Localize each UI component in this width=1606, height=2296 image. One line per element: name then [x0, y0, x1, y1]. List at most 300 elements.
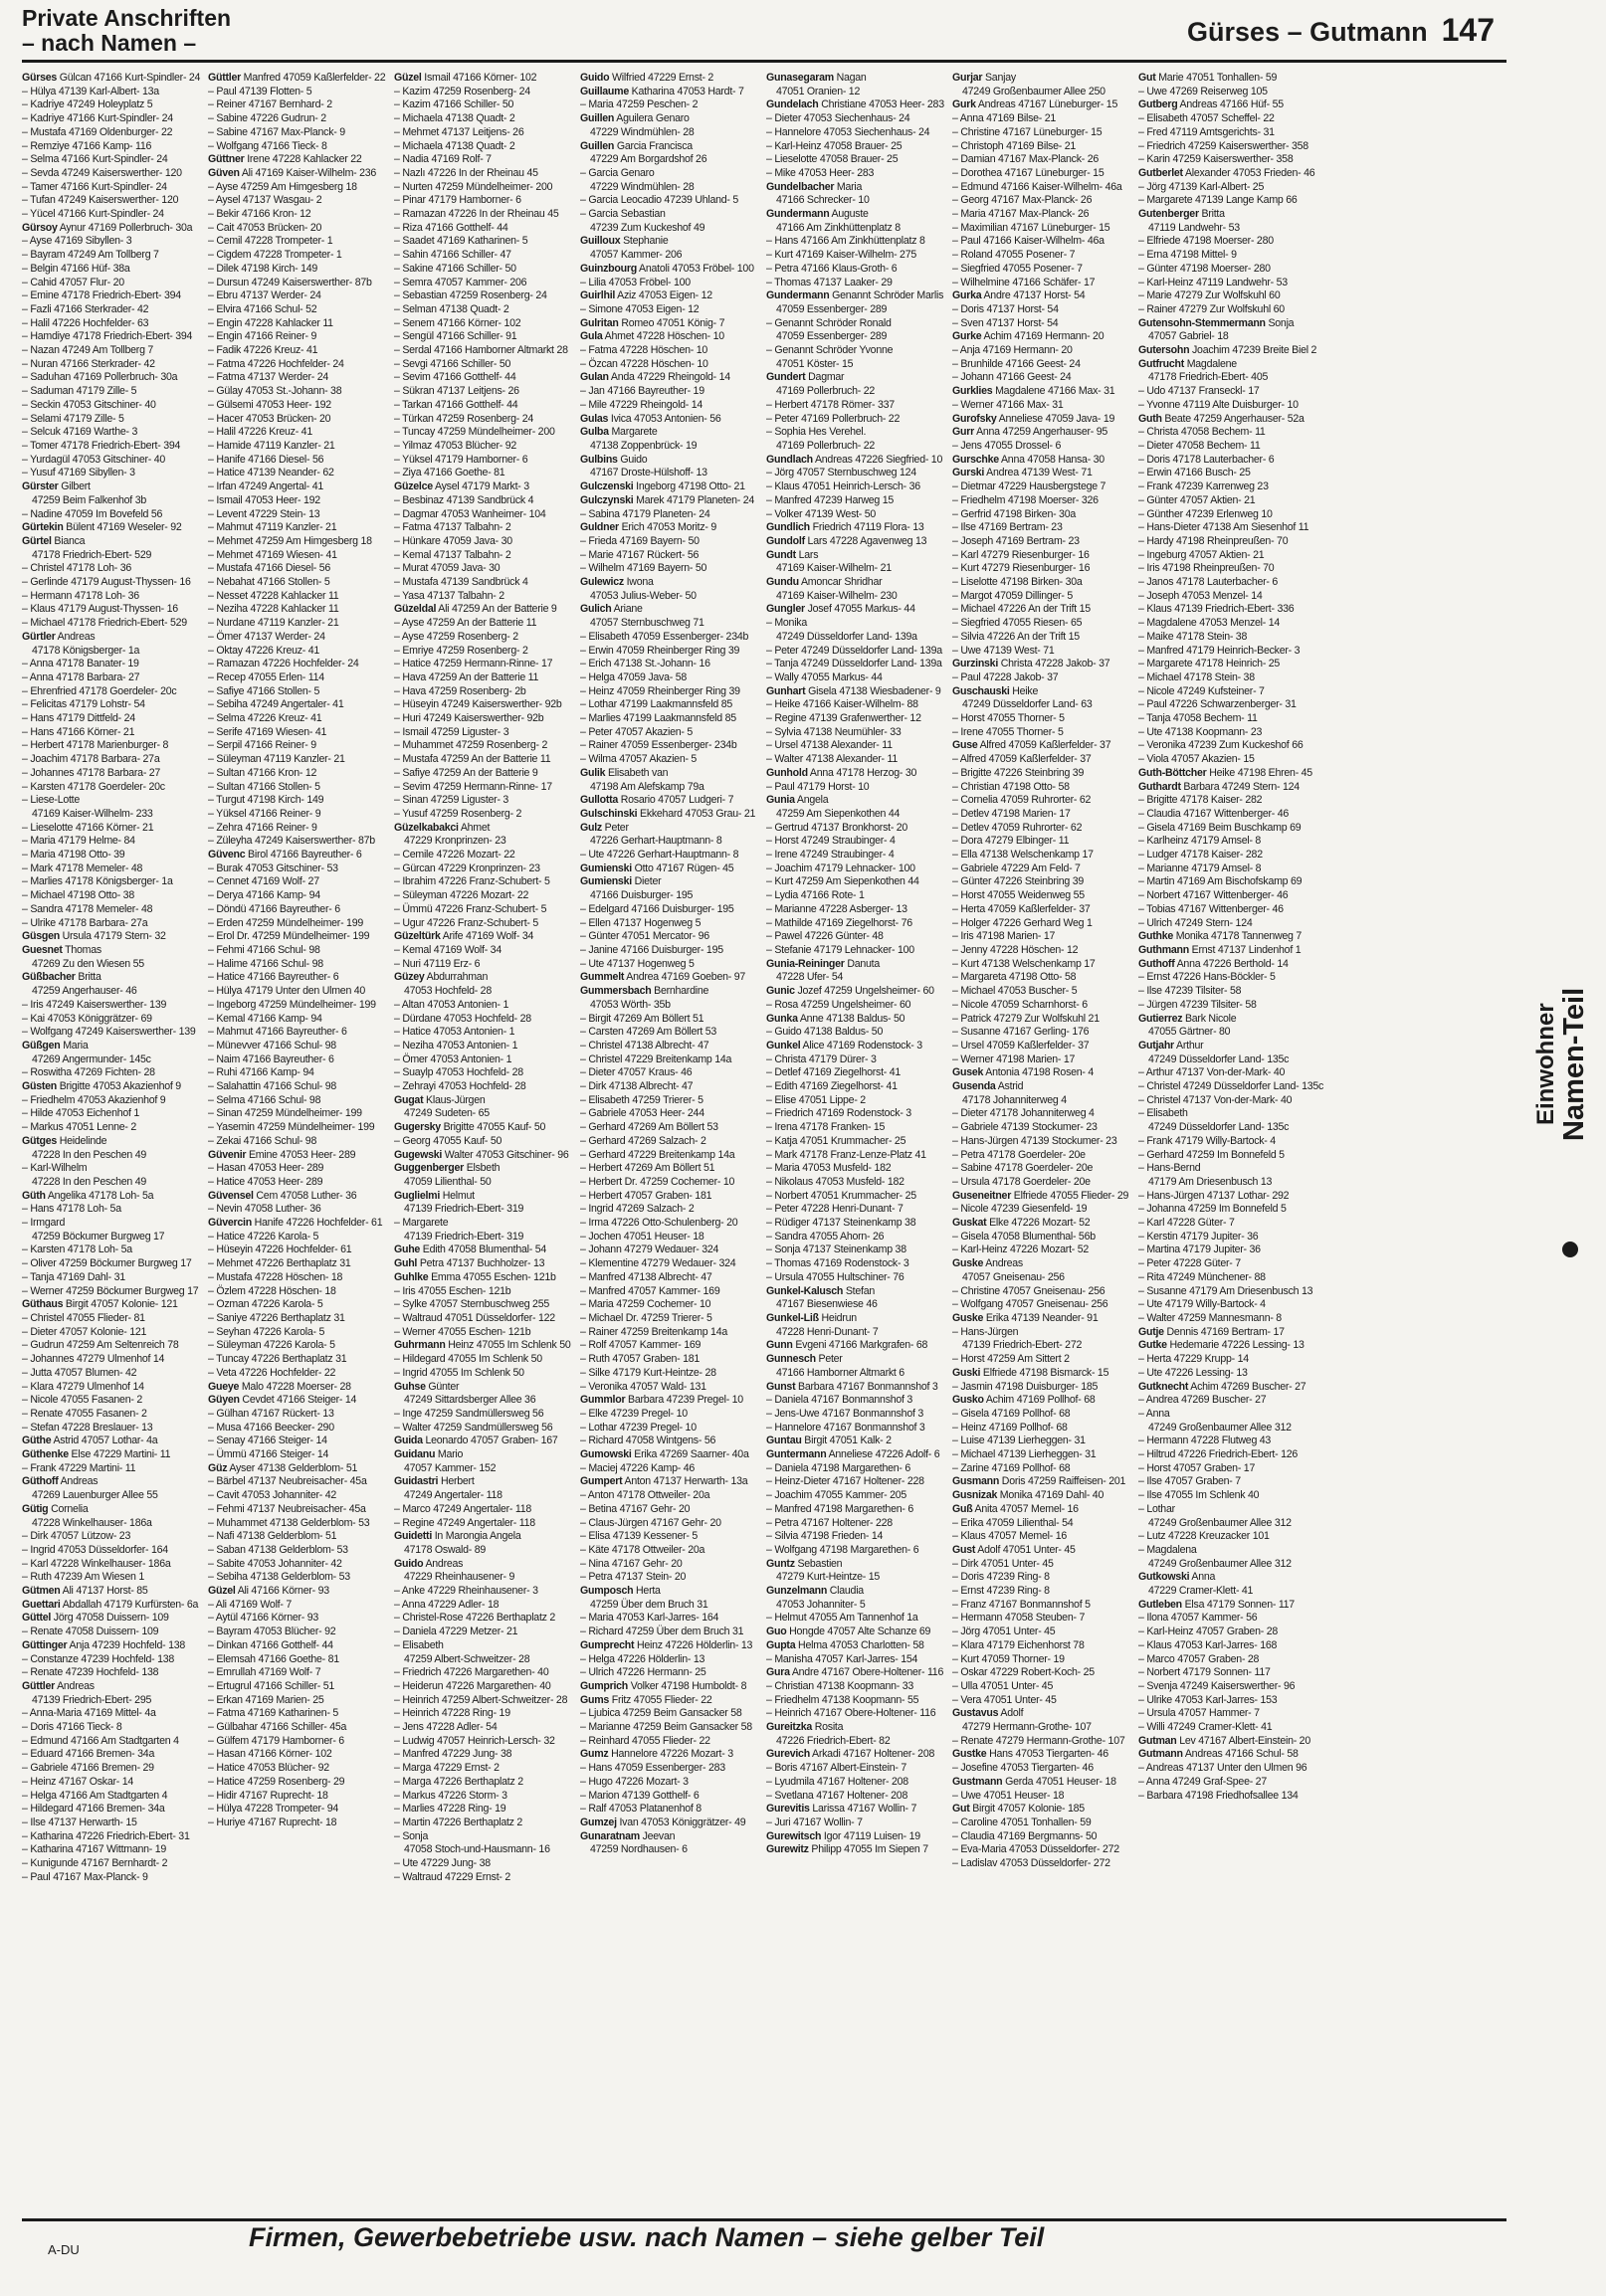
- directory-entry: – Cigdem 47228 Trompeter- 1: [208, 249, 342, 262]
- directory-entry: 47057 Kammer- 152: [404, 1461, 497, 1474]
- directory-entry: 47279 Kurt-Heintze- 15: [776, 1571, 881, 1584]
- directory-entry: – Ehrenfried 47178 Goerdeler- 20c: [22, 684, 177, 697]
- directory-entry: – Derya 47166 Kamp- 94: [208, 889, 320, 902]
- directory-entry: – Dieter 47053 Siechenhaus- 24: [766, 112, 910, 125]
- directory-entry: Gulz Peter: [580, 821, 629, 834]
- directory-entry: – Gülhan 47167 Rückert- 13: [208, 1407, 334, 1420]
- directory-entry: – Sevda 47249 Kaiserswerther- 120: [22, 166, 182, 179]
- directory-entry: – Ugur 47226 Franz-Schubert- 5: [394, 916, 539, 929]
- directory-entry: – Sultan 47166 Stollen- 5: [208, 780, 320, 793]
- directory-entry: 47166 Duisburger- 195: [590, 889, 694, 902]
- directory-entry: – Detlef 47169 Ziegelhorst- 41: [766, 1066, 902, 1079]
- directory-entry: – Gerlinde 47179 August-Thyssen- 16: [22, 576, 191, 589]
- directory-entry: – Erol Dr. 47259 Mündelheimer- 199: [208, 930, 370, 943]
- directory-entry: – Christel 47249 Düsseldorfer Land- 135c: [1138, 1080, 1324, 1093]
- directory-entry: – Safiye 47166 Stollen- 5: [208, 684, 320, 697]
- directory-entry: – Herbert 47178 Marienburger- 8: [22, 739, 169, 752]
- directory-entry: – Dilek 47198 Kirch- 149: [208, 262, 318, 275]
- directory-entry: – Maria 47259 Cochemer- 10: [580, 1298, 711, 1311]
- directory-entry: – Jenny 47228 Höschen- 12: [952, 944, 1079, 956]
- directory-entry: – Elemsah 47166 Goethe- 81: [208, 1652, 339, 1665]
- directory-entry: – Saduman 47179 Zille- 5: [22, 385, 137, 398]
- directory-entry: – Bärbel 47137 Neubreisacher- 45a: [208, 1475, 367, 1488]
- section-side-tab: [1532, 856, 1592, 1273]
- directory-entry: – Ebru 47137 Werder- 24: [208, 289, 321, 302]
- directory-entry: Gundelbacher Maria: [766, 180, 863, 193]
- directory-entry: Gürses Gülcan 47166 Kurt-Spindler- 24: [22, 72, 201, 84]
- directory-entry: – Herbert Dr. 47259 Cochemer- 10: [580, 1175, 735, 1188]
- directory-entry: Guirlhil Aziz 47053 Eigen- 12: [580, 289, 712, 302]
- directory-entry: – Engin 47166 Reiner- 9: [208, 330, 317, 343]
- directory-entry: – Anton 47178 Ottweiler- 20a: [580, 1489, 710, 1502]
- directory-entry: – Maria 47198 Otto- 39: [22, 849, 125, 861]
- directory-entry: – Hatice 47053 Blücher- 92: [208, 1762, 329, 1775]
- directory-entry: – Christel 47138 Albrecht- 47: [580, 1039, 709, 1052]
- directory-entry: – Ayse 47259 Am Himgesberg 18: [208, 180, 357, 193]
- directory-entry: – Mustafa 47228 Höschen- 18: [208, 1270, 343, 1283]
- directory-entry: – Sylvia 47138 Neumühler- 33: [766, 725, 902, 738]
- directory-entry: – Hidir 47167 Ruprecht- 18: [208, 1789, 328, 1802]
- directory-entry: – Jörg 47051 Unter- 45: [952, 1626, 1056, 1638]
- page-code: A-DU: [48, 2242, 80, 2257]
- directory-entry: – Susanne 47167 Gerling- 176: [952, 1026, 1090, 1039]
- directory-entry: 47269 Angermunder- 145c: [32, 1052, 151, 1065]
- directory-entry: – Petra 47167 Holtener- 228: [766, 1516, 893, 1529]
- directory-entry: – Elisabeth 47059 Essenberger- 234b: [580, 630, 749, 643]
- directory-entry: Gugat Klaus-Jürgen: [394, 1093, 486, 1106]
- directory-entry: – Georg 47055 Kauf- 50: [394, 1134, 502, 1147]
- directory-entry: – Maria 47179 Helme- 84: [22, 835, 135, 848]
- directory-entry: Güthe Astrid 47057 Lothar- 4a: [22, 1435, 158, 1447]
- directory-column-3: [394, 72, 580, 2206]
- directory-entry: – Gerhard 47259 Im Bonnefeld 5: [1138, 1148, 1285, 1161]
- directory-entry: – Kurt 47259 Am Siepenkothen 44: [766, 875, 919, 888]
- directory-entry: – Detlev 47059 Ruhrorter- 62: [952, 821, 1083, 834]
- directory-entry: – Christa 47058 Bechem- 11: [1138, 426, 1266, 439]
- directory-entry: – Ingrid 47055 Im Schlenk 50: [394, 1366, 524, 1379]
- directory-entry: Gueye Malo 47228 Moerser- 28: [208, 1380, 351, 1393]
- directory-entry: – Nurdane 47119 Kanzler- 21: [208, 617, 339, 630]
- directory-entry: 47169 Kaiser-Wilhelm- 230: [776, 589, 898, 602]
- directory-entry: – Ismail 47259 Liguster- 3: [394, 725, 509, 738]
- directory-entry: – Käte 47178 Ottweiler- 20a: [580, 1543, 705, 1556]
- directory-entry: Güßgen Maria: [22, 1039, 89, 1052]
- directory-entry: – Fatma 47137 Werder- 24: [208, 371, 328, 384]
- directory-entry: – Ilona 47057 Kammer- 56: [1138, 1612, 1258, 1625]
- directory-entry: Gusnizak Monika 47169 Dahl- 40: [952, 1489, 1104, 1502]
- directory-entry: – Maike 47178 Stein- 38: [1138, 630, 1248, 643]
- directory-entry: – Werner 47198 Marien- 17: [952, 1052, 1076, 1065]
- directory-entry: – Gabriele 47139 Stockumer- 23: [952, 1121, 1098, 1134]
- directory-entry: Gummelt Andrea 47169 Goeben- 97: [580, 971, 745, 984]
- directory-entry: – Hans 47179 Dittfeld- 24: [22, 712, 135, 725]
- directory-entry: – Karl 47279 Riesenburger- 16: [952, 548, 1090, 561]
- directory-entry: – Brigitte 47226 Steinbring 39: [952, 766, 1085, 779]
- directory-entry: – Ursel 47138 Alexander- 11: [766, 739, 893, 752]
- directory-entry: – Norbert 47167 Wittenberger- 46: [1138, 889, 1289, 902]
- directory-entry: Gummlor Barbara 47239 Pregel- 10: [580, 1394, 743, 1407]
- directory-entry: – Maciej 47226 Kamp- 46: [580, 1461, 695, 1474]
- directory-entry: – Heinz 47167 Oskar- 14: [22, 1775, 134, 1788]
- directory-entry: Gut Birgit 47057 Kolonie- 185: [952, 1803, 1085, 1816]
- directory-entry: – Yücel 47166 Kurt-Spindler- 24: [22, 208, 164, 221]
- directory-entry: – Walter 47138 Alexander- 11: [766, 753, 898, 766]
- directory-entry: – Wolfgang 47249 Kaiserswerther- 139: [22, 1026, 196, 1039]
- directory-entry: – Klaus 47139 Friedrich-Ebert- 336: [1138, 603, 1295, 616]
- directory-entry: Gura Andre 47167 Obere-Holtener- 116: [766, 1666, 944, 1679]
- directory-entry: – Kazim 47166 Schiller- 50: [394, 98, 514, 111]
- directory-entry: – Nina 47167 Gehr- 20: [580, 1557, 683, 1570]
- directory-entry: – Christel 47229 Breitenkamp 14a: [580, 1052, 732, 1065]
- directory-entry: Gumienski Dieter: [580, 875, 662, 888]
- directory-entry: – Veta 47226 Hochfelder- 22: [208, 1366, 336, 1379]
- directory-entry: – Cornelia 47059 Ruhrorter- 62: [952, 794, 1092, 807]
- directory-entry: – Peter 47169 Pollerbruch- 22: [766, 412, 901, 425]
- directory-entry: – Sükran 47137 Leitjens- 26: [394, 385, 519, 398]
- directory-entry: – Paul 47226 Schwarzenberger- 31: [1138, 698, 1297, 711]
- directory-entry: – Brunhilde 47166 Geest- 24: [952, 357, 1081, 370]
- directory-entry: – Jens 47055 Drossel- 6: [952, 439, 1062, 452]
- directory-entry: – Liese-Lotte: [22, 794, 81, 807]
- directory-entry: – Edmund 47166 Am Stadtgarten 4: [22, 1734, 179, 1747]
- directory-entry: – Thomas 47137 Laaker- 29: [766, 276, 893, 288]
- directory-entry: – Hugo 47226 Mozart- 3: [580, 1775, 689, 1788]
- directory-entry: – Eva-Maria 47053 Düsseldorfer- 272: [952, 1843, 1119, 1856]
- directory-entry: – Sabine 47167 Max-Planck- 9: [208, 125, 345, 138]
- directory-entry: – Helmut 47055 Am Tannenhof 1a: [766, 1612, 918, 1625]
- directory-entry: – Ruhi 47166 Kamp- 94: [208, 1066, 314, 1079]
- directory-entry: – Norbert 47051 Krummacher- 25: [766, 1189, 916, 1202]
- directory-entry: – Heiderun 47226 Margarethen- 40: [394, 1679, 551, 1692]
- directory-entry: – Vera 47051 Unter- 45: [952, 1693, 1057, 1706]
- directory-entry: Gürsoy Aynur 47169 Pollerbruch- 30a: [22, 221, 193, 234]
- directory-column-5: [766, 72, 952, 2206]
- directory-entry: – Hildegard 47166 Bremen- 34a: [22, 1803, 165, 1816]
- directory-entry: – Gisela 47058 Blumenthal- 56b: [952, 1230, 1096, 1243]
- directory-entry: – Mehmet 47137 Leitjens- 26: [394, 125, 524, 138]
- directory-entry: – Ilse 47239 Tilsiter- 58: [1138, 985, 1242, 998]
- directory-entry: – Ozman 47226 Karola- 5: [208, 1298, 323, 1311]
- directory-entry: – Anna: [1138, 1407, 1170, 1420]
- directory-entry: – Sandra 47178 Memeler- 48: [22, 902, 153, 915]
- directory-entry: – Ulrich 47249 Stern- 124: [1138, 916, 1253, 929]
- directory-entry: Guido Wilfried 47229 Ernst- 2: [580, 72, 714, 84]
- directory-entry: – Edmund 47166 Kaiser-Wilhelm- 46a: [952, 180, 1122, 193]
- directory-entry: – Margarete: [394, 1217, 449, 1230]
- directory-entry: – Mark 47178 Memeler- 48: [22, 861, 143, 874]
- directory-entry: – Ute 47138 Koopmann- 23: [1138, 725, 1263, 738]
- directory-entry: – Mike 47053 Heer- 283: [766, 166, 875, 179]
- directory-entry: – Christoph 47169 Bilse- 21: [952, 139, 1076, 152]
- directory-entry: – Gertrud 47137 Bronkhorst- 20: [766, 821, 908, 834]
- directory-entry: – Zarine 47169 Pollhof- 68: [952, 1461, 1071, 1474]
- directory-entry: 47249 Düsseldorfer Land- 63: [962, 698, 1093, 711]
- directory-entry: Gundlich Friedrich 47119 Flora- 13: [766, 521, 924, 534]
- directory-entry: – Holger 47226 Gerhard Weg 1: [952, 916, 1093, 929]
- directory-entry: – Franz 47167 Bonmannshof 5: [952, 1598, 1091, 1611]
- directory-entry: – Jutta 47057 Blumen- 42: [22, 1366, 137, 1379]
- directory-entry: – Boris 47167 Albert-Einstein- 7: [766, 1762, 906, 1775]
- directory-entry: – Michael Dr. 47259 Trierer- 5: [580, 1311, 712, 1324]
- directory-entry: Guske Andreas: [952, 1257, 1023, 1270]
- directory-entry: Güzeltürk Arife 47169 Wolf- 34: [394, 930, 534, 943]
- directory-entry: 47178 Königsberger- 1a: [32, 644, 140, 657]
- directory-entry: – Hülya 47228 Trompeter- 94: [208, 1803, 339, 1816]
- directory-entry: – Serpil 47166 Reiner- 9: [208, 739, 316, 752]
- directory-entry: – Hatice 47166 Bayreuther- 6: [208, 971, 339, 984]
- directory-entry: – Horst 47259 Am Sittert 2: [952, 1353, 1070, 1366]
- directory-entry: – Kadriye 47166 Kurt-Spindler- 24: [22, 112, 173, 125]
- directory-entry: – Richard 47259 Über dem Bruch 31: [580, 1626, 744, 1638]
- directory-entry: – Erich 47138 St.-Johann- 16: [580, 658, 710, 670]
- directory-entry: – Regine 47249 Angertaler- 118: [394, 1516, 535, 1529]
- directory-entry: – Horst 47249 Straubinger- 4: [766, 835, 896, 848]
- directory-entry: – Horst 47055 Thorner- 5: [952, 712, 1065, 725]
- directory-entry: – Nicole 47239 Giesenfeld- 19: [952, 1203, 1088, 1216]
- directory-entry: – Veronika 47057 Wald- 131: [580, 1380, 706, 1393]
- directory-entry: Gürtler Andreas: [22, 630, 96, 643]
- directory-entry: – Birgit 47269 Am Böllert 51: [580, 1012, 704, 1025]
- directory-entry: – Petra 47178 Goerdeler- 20e: [952, 1148, 1086, 1161]
- directory-entry: 47249 Düsseldorfer Land- 139a: [776, 630, 917, 643]
- directory-entry: – Gisela 47169 Pollhof- 68: [952, 1407, 1071, 1420]
- directory-entry: 47228 In den Peschen 49: [32, 1148, 147, 1161]
- directory-entry: – Maximilian 47167 Lüneburger- 15: [952, 221, 1110, 234]
- directory-entry: 47053 Wörth- 35b: [590, 998, 671, 1011]
- directory-entry: Güz Ayser 47138 Gelderblom- 51: [208, 1461, 358, 1474]
- directory-entry: Gunhart Gisela 47138 Wiesbadener- 9: [766, 684, 941, 697]
- directory-entry: – Michael 47198 Otto- 38: [22, 889, 134, 902]
- directory-entry: – Karsten 47178 Loh- 5a: [22, 1244, 132, 1256]
- directory-entry: 47139 Friedrich-Ebert- 319: [404, 1203, 524, 1216]
- directory-entry: – Horst 47057 Graben- 17: [1138, 1461, 1256, 1474]
- directory-entry: – Erden 47259 Mündelheimer- 199: [208, 916, 363, 929]
- directory-entry: – Friedhelm 47053 Akazienhof 9: [22, 1093, 166, 1106]
- directory-entry: – Garcia Sebastian: [580, 208, 666, 221]
- directory-entry: – Neziha 47053 Antonien- 1: [394, 1039, 518, 1052]
- directory-entry: Gust Adolf 47051 Unter- 45: [952, 1543, 1076, 1556]
- directory-entry: – Gabriele 47229 Am Feld- 7: [952, 861, 1081, 874]
- directory-entry: – Katja 47051 Krummacher- 25: [766, 1134, 906, 1147]
- directory-entry: Gulas Ivica 47053 Antonien- 56: [580, 412, 721, 425]
- directory-entry: Guilloux Stephanie: [580, 235, 669, 248]
- directory-entry: – Sevim 47166 Gotthelf- 44: [394, 371, 516, 384]
- directory-entry: – Peter 47228 Henri-Dunant- 7: [766, 1203, 903, 1216]
- directory-entry: – Christa 47179 Dürer- 3: [766, 1052, 877, 1065]
- directory-entry: Gurewitz Philipp 47055 Im Siepen 7: [766, 1843, 928, 1856]
- directory-entry: – Yasa 47137 Talbahn- 2: [394, 589, 504, 602]
- directory-entry: – Peter 47057 Akazien- 5: [580, 725, 693, 738]
- directory-entry: – Marie 47167 Rückert- 56: [580, 548, 700, 561]
- directory-entry: – Mathilde 47169 Ziegelhorst- 76: [766, 916, 912, 929]
- directory-entry: Güzeldal Ali 47259 An der Batterie 9: [394, 603, 557, 616]
- directory-entry: – Michael 47139 Lierheggen- 31: [952, 1448, 1097, 1461]
- directory-entry: – Hermann 47228 Flutweg 43: [1138, 1435, 1272, 1447]
- directory-entry: – Christel 47178 Loh- 36: [22, 562, 132, 575]
- directory-entry: – Irfan 47249 Angertal- 41: [208, 480, 324, 493]
- directory-entry: 47053 Hochfeld- 28: [404, 985, 492, 998]
- directory-entry: Gurevitis Larissa 47167 Wollin- 7: [766, 1803, 917, 1816]
- directory-entry: – Lilia 47053 Fröbel- 100: [580, 276, 691, 288]
- directory-entry: – Lutz 47228 Kreuzacker 101: [1138, 1530, 1270, 1543]
- directory-entry: – Thomas 47169 Rodenstock- 3: [766, 1257, 909, 1270]
- directory-entry: – Mustafa 47166 Diesel- 56: [208, 562, 331, 575]
- directory-entry: 47229 Am Borgardshof 26: [590, 153, 707, 166]
- directory-entry: – Wolfgang 47198 Margarethen- 6: [766, 1543, 919, 1556]
- directory-entry: – Zehrayi 47053 Hochfeld- 28: [394, 1080, 526, 1093]
- directory-columns: [22, 72, 1512, 2206]
- directory-entry: Gunzelmann Claudia: [766, 1585, 864, 1598]
- directory-entry: – Anke 47229 Rheinhausener- 3: [394, 1585, 538, 1598]
- directory-entry: – Pawel 47226 Günter- 48: [766, 930, 884, 943]
- directory-entry: – Gülay 47053 St.-Johann- 38: [208, 385, 342, 398]
- directory-entry: 47226 Gerhart-Hauptmann- 8: [590, 835, 722, 848]
- directory-entry: – Nicole 47249 Kufsteiner- 7: [1138, 684, 1265, 697]
- directory-entry: – Markus 47226 Storm- 3: [394, 1789, 507, 1802]
- directory-entry: – Nevin 47058 Luther- 36: [208, 1203, 321, 1216]
- directory-entry: – Detlev 47198 Marien- 17: [952, 807, 1071, 820]
- directory-entry: 47249 Großenbaumer Allee 312: [1148, 1516, 1292, 1529]
- directory-entry: 47053 Julius-Weber- 50: [590, 589, 697, 602]
- directory-entry: – Doris 47137 Horst- 54: [952, 302, 1059, 315]
- directory-entry: Gütges Heidelinde: [22, 1134, 107, 1147]
- directory-entry: – Saniye 47226 Berthaplatz 31: [208, 1311, 345, 1324]
- directory-entry: – Dora 47279 Elbinger- 11: [952, 835, 1070, 848]
- directory-entry: – Recep 47055 Erlen- 114: [208, 670, 324, 683]
- directory-entry: Gutfrucht Magdalene: [1138, 357, 1237, 370]
- directory-entry: – Selman 47138 Quadt- 2: [394, 302, 509, 315]
- directory-entry: Gumprich Volker 47198 Humboldt- 8: [580, 1679, 747, 1692]
- directory-entry: – Serife 47169 Wiesen- 41: [208, 725, 327, 738]
- directory-entry: – Maria 47167 Max-Planck- 26: [952, 208, 1090, 221]
- directory-entry: – Magdalena: [1138, 1543, 1197, 1556]
- directory-entry: 47169 Pollerbruch- 22: [776, 439, 875, 452]
- directory-entry: – Simone 47053 Eigen- 12: [580, 302, 700, 315]
- directory-entry: – Cavit 47053 Johanniter- 42: [208, 1489, 337, 1502]
- directory-entry: 47249 Großenbaumer Allee 312: [1148, 1557, 1292, 1570]
- directory-entry: 47057 Kammer- 206: [590, 249, 683, 262]
- directory-entry: Guglielmi Helmut: [394, 1189, 475, 1202]
- directory-entry: – Peter 47228 Güter- 7: [1138, 1257, 1241, 1270]
- directory-entry: Gumz Hannelore 47226 Mozart- 3: [580, 1748, 733, 1761]
- directory-entry: 47169 Kaiser-Wilhelm- 21: [776, 562, 892, 575]
- directory-entry: – Uwe 47051 Heuser- 18: [952, 1789, 1065, 1802]
- directory-entry: Gundt Lars: [766, 548, 819, 561]
- directory-entry: – Friedhelm 47138 Koopmann- 55: [766, 1693, 919, 1706]
- directory-entry: – Nuri 47119 Erz- 6: [394, 957, 481, 970]
- directory-entry: – Joachim 47178 Barbara- 27a: [22, 753, 160, 766]
- directory-entry: – Kurt 47279 Riesenburger- 16: [952, 562, 1091, 575]
- directory-entry: – Gerhard 47229 Breitenkamp 14a: [580, 1148, 735, 1161]
- directory-entry: – Engin 47228 Kahlacker 11: [208, 316, 333, 329]
- directory-entry: – Herbert 47269 Am Böllert 51: [580, 1162, 715, 1175]
- directory-entry: – Sonja: [394, 1829, 429, 1842]
- directory-entry: Guidastri Herbert: [394, 1475, 475, 1488]
- directory-entry: – Friedrich 47169 Rodenstock- 3: [766, 1107, 911, 1120]
- directory-entry: – Ilse 47169 Bertram- 23: [952, 521, 1063, 534]
- directory-entry: Gunka Anne 47138 Baldus- 50: [766, 1012, 905, 1025]
- footer-note: Firmen, Gewerbebetriebe usw. nach Namen – siehe gelber Teil: [249, 2222, 1045, 2252]
- directory-entry: – Heinrich 47228 Ring- 19: [394, 1707, 510, 1720]
- directory-entry: – Margot 47059 Dillinger- 5: [952, 589, 1074, 602]
- directory-entry: Gunaratnam Jeevan: [580, 1829, 676, 1842]
- directory-entry: – Hans-Jürgen: [952, 1325, 1019, 1338]
- directory-entry: – Sonja 47137 Steinenkamp 38: [766, 1244, 906, 1256]
- directory-entry: 47059 Essenberger- 289: [776, 302, 888, 315]
- directory-entry: – Andreas 47137 Unter den Ulmen 96: [1138, 1762, 1307, 1775]
- directory-entry: – Dieter 47057 Kolonie- 121: [22, 1325, 147, 1338]
- directory-entry: 47228 In den Peschen 49: [32, 1175, 147, 1188]
- directory-entry: – Dursun 47249 Kaiserswerther- 87b: [208, 276, 372, 288]
- directory-entry: – Mustafa 47259 An der Batterie 11: [394, 753, 551, 766]
- directory-entry: Gusko Achim 47169 Pollhof- 68: [952, 1394, 1096, 1407]
- directory-entry: – Aysel 47137 Wasgau- 2: [208, 194, 322, 207]
- directory-entry: – Münevver 47166 Schul- 98: [208, 1039, 336, 1052]
- directory-entry: – Christian 47138 Koopmann- 33: [766, 1679, 913, 1692]
- directory-entry: – Werner 47166 Max- 31: [952, 398, 1064, 411]
- directory-entry: – Hilde 47053 Eichenhof 1: [22, 1107, 140, 1120]
- directory-entry: Gutmann Andreas 47166 Schul- 58: [1138, 1748, 1299, 1761]
- directory-entry: Gungler Josef 47055 Markus- 44: [766, 603, 915, 616]
- directory-entry: – Marianne 47179 Amsel- 8: [1138, 861, 1262, 874]
- directory-entry: – Seckin 47053 Gitschiner- 40: [22, 398, 156, 411]
- directory-entry: 47198 Am Alefskamp 79a: [590, 780, 704, 793]
- directory-entry: – Hatice 47053 Antonien- 1: [394, 1026, 515, 1039]
- directory-entry: – Gülbahar 47166 Schiller- 45a: [208, 1721, 347, 1734]
- directory-entry: – Mahmut 47119 Kanzler- 21: [208, 521, 337, 534]
- directory-entry: – Klara 47179 Eichenhorst 78: [952, 1638, 1085, 1651]
- directory-entry: – Ilse 47057 Graben- 7: [1138, 1475, 1241, 1488]
- directory-entry: – Marianne 47228 Asberger- 13: [766, 902, 907, 915]
- directory-entry: – Iris 47198 Marien- 17: [952, 930, 1056, 943]
- directory-entry: – Türkan 47259 Rosenberg- 24: [394, 412, 534, 425]
- directory-entry: – Ruth 47239 Am Wiesen 1: [22, 1571, 144, 1584]
- directory-entry: – Tomer 47178 Friedrich-Ebert- 394: [22, 439, 181, 452]
- directory-entry: – Katharina 47226 Friedrich-Ebert- 31: [22, 1829, 190, 1842]
- directory-entry: Guntermann Anneliese 47226 Adolf- 6: [766, 1448, 940, 1461]
- directory-entry: Güzelkabakci Ahmet: [394, 821, 491, 834]
- directory-entry: – Fatma 47228 Höschen- 10: [580, 344, 708, 357]
- directory-entry: – Mile 47229 Rheingold- 14: [580, 398, 703, 411]
- directory-entry: – Renate 47055 Fasanen- 2: [22, 1407, 147, 1420]
- directory-entry: – Elisabeth: [1138, 1107, 1188, 1120]
- directory-entry: 47169 Pollerbruch- 22: [776, 385, 875, 398]
- directory-entry: – Sinan 47259 Liguster- 3: [394, 794, 509, 807]
- directory-entry: – Ismail 47053 Heer- 192: [208, 493, 320, 506]
- directory-entry: – Saadet 47169 Katharinen- 5: [394, 235, 528, 248]
- directory-entry: Güvercin Hanife 47226 Hochfelder- 61: [208, 1217, 383, 1230]
- directory-entry: Gundolf Lars 47228 Agavenweg 13: [766, 534, 927, 547]
- directory-entry: – Ute 47226 Gerhart-Hauptmann- 8: [580, 849, 739, 861]
- directory-entry: 47229 Rheinhausener- 9: [404, 1571, 515, 1584]
- directory-entry: Gumpert Anton 47137 Herwarth- 13a: [580, 1475, 748, 1488]
- directory-entry: Gundelach Christiane 47053 Heer- 283: [766, 98, 944, 111]
- directory-entry: – Kadriye 47249 Holeyplatz 5: [22, 98, 153, 111]
- directory-entry: Guske Erika 47139 Neander- 91: [952, 1311, 1099, 1324]
- directory-entry: – Marlies 47199 Laakmannsfeld 85: [580, 712, 736, 725]
- directory-entry: – Altan 47053 Antonien- 1: [394, 998, 509, 1011]
- directory-entry: 47269 Zu den Wiesen 55: [32, 957, 144, 970]
- directory-entry: – Dagmar 47053 Wanheimer- 104: [394, 507, 546, 520]
- directory-entry: Guth Beate 47259 Angerhauser- 52a: [1138, 412, 1305, 425]
- directory-entry: – Erwin 47166 Busch- 25: [1138, 467, 1251, 479]
- directory-entry: – Hiltrud 47226 Friedrich-Ebert- 126: [1138, 1448, 1298, 1461]
- directory-entry: – Rita 47249 Münchener- 88: [1138, 1270, 1266, 1283]
- directory-entry: – Helga 47226 Hölderlin- 13: [580, 1652, 705, 1665]
- directory-entry: – Peter 47249 Düsseldorfer Land- 139a: [766, 644, 942, 657]
- directory-entry: – Günter 47051 Mercator- 96: [580, 930, 709, 943]
- directory-entry: 47249 Sudeten- 65: [404, 1107, 490, 1120]
